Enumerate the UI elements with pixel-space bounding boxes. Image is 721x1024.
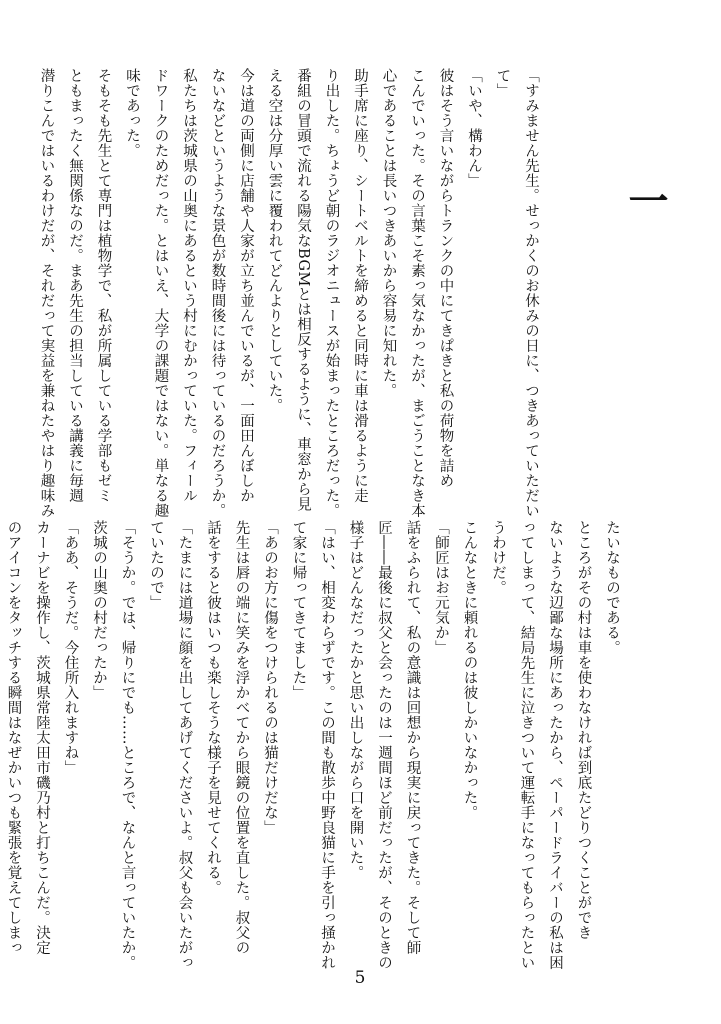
- page-number: 5: [354, 968, 366, 988]
- text-line: 私たちは茨城県の山奥にあるという村にむかっていた。フィール: [181, 68, 197, 503]
- text-line: ていたので」: [148, 520, 164, 610]
- text-line: ともまったく無関係なのだ。まあ先生の担当している講義に毎週: [67, 68, 83, 503]
- text-line: 話をふられて、私の意識は回想から現実に戻ってきた。そして師: [404, 520, 421, 955]
- text-line: こんでいった。その言葉こそ素っ気なかったが、まごうことなき本: [409, 68, 425, 518]
- text-line: ドワークのためだった。とはいえ、大学の課題ではない。単なる趣: [152, 68, 169, 518]
- text-line: 先生は唇の端に笑みを浮かべてから眼鏡の位置を直した。叔父の: [233, 520, 250, 955]
- lower-text-block: [5, 520, 626, 970]
- text-line: 「はい、相変わらずです。この間も散歩中野良猫に手を引っ掻かれ: [319, 520, 335, 970]
- text-line: 今は道の両側に店舗や人家が立ち並んでいるが、一面田んぼしか: [238, 68, 254, 503]
- text-line: こんなときに頼れるのは彼しかいなかった。: [461, 520, 478, 820]
- text-line: える空は分厚い雲に覆われてどんよりとしていた。: [266, 68, 283, 413]
- text-line: て家に帰ってきてました」: [290, 520, 307, 700]
- text-line: 「たまには道場に顔を出してあげてくださいよ。叔父も会いたがっ: [176, 520, 193, 970]
- text-line: 茨城の山奥の村だったか」: [91, 520, 107, 700]
- text-line: 彼はそう言いながらトランクの中にてきぱきと私の荷物を詰め: [437, 68, 454, 488]
- text-line: 潜りこんではいるわけだが、それだって実益を兼ねたやはり趣味み: [38, 68, 55, 518]
- text-line: て」: [494, 68, 511, 98]
- text-line: 心であることは長いつきあいから容易に知れた。: [380, 68, 397, 398]
- upper-text-block: [38, 68, 545, 518]
- text-line: ってしまって、結局先生に泣きついて運転手になってもらったとい: [518, 520, 535, 970]
- text-line: 「そうか。では、帰りにでも……ところで、なんと言っていたか。: [119, 520, 136, 970]
- text-line: 「師匠はお元気か」: [433, 520, 449, 655]
- text-line: 話をすると彼はいつも楽しそうな様子を見せてくれる。: [205, 520, 221, 895]
- text-line: 番組の冒頭で流れる陽気なBGMとは相反するように、車窓から見: [295, 68, 311, 512]
- text-line: 「いや、構わん」: [466, 68, 482, 188]
- text-line: うわけだ。: [490, 520, 506, 595]
- text-line: 「すみません先生。せっかくのお休みの日に、つきあっていただい: [523, 68, 539, 518]
- text-line: ないなどというような景色が数時間後には待っているのだろうか。: [209, 68, 226, 518]
- text-line: カーナビを操作し、茨城県常陸太田市磯乃村と打ちこんだ。決定: [34, 520, 50, 955]
- text-line: ないような辺鄙な場所にあったから、ペーパードライバーの私は困: [547, 520, 563, 970]
- text-line: 味であった。: [124, 68, 140, 158]
- text-line: 匠――最後に叔父と会ったのは一週間ほど前だったが、そのときの: [376, 520, 392, 970]
- text-line: 様子はどんなだったかと思い出しながら口を開いた。: [347, 520, 364, 880]
- text-line: 「ああ、そうだ。今住所入れますね」: [62, 520, 79, 775]
- text-line: たいなものである。: [604, 520, 620, 655]
- text-line: のアイコンをタッチする瞬間はなぜかいつも緊張を覚えてしまっ: [5, 520, 22, 955]
- chapter-heading: 一: [622, 180, 669, 220]
- text-line: り出した。ちょうど朝のラジオニュースが始まったところだった。: [323, 68, 340, 518]
- text-line: 「あのお方に傷をつけられるのは猫だけだな」: [262, 520, 278, 835]
- text-line: 助手席に座り、シートベルトを締めると同時に車は滑るように走: [352, 68, 368, 503]
- text-line: ところがその村は車を使わなければ到底たどりつくことができ: [575, 520, 592, 940]
- text-line: そもそも先生とて専門は植物学で、私が所属している学部もゼミ: [95, 68, 112, 503]
